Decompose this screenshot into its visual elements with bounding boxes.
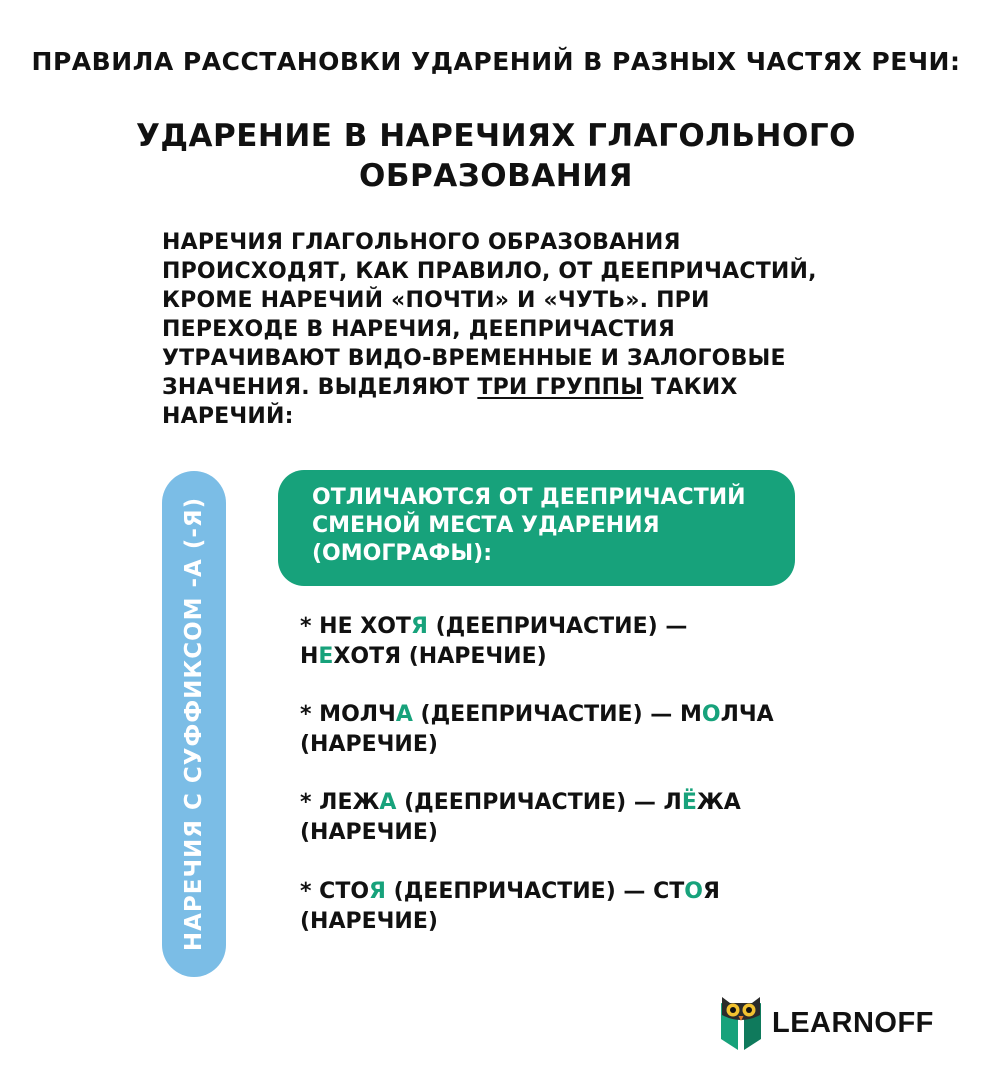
page-subtitle: ПРАВИЛА РАССТАНОВКИ УДАРЕНИЙ В РАЗНЫХ ЧАСТЯХ РЕЧИ: — [31, 47, 961, 76]
word: Л — [663, 790, 682, 815]
word: Я — [702, 879, 720, 904]
example-item — [300, 700, 780, 760]
intro-underlined: ТРИ ГРУППЫ — [477, 375, 644, 400]
word-type: (НАРЕЧИЕ) — [300, 909, 438, 934]
intro-paragraph — [162, 228, 822, 431]
side-label: НАРЕЧИЯ С СУФФИКСОМ -А (-Я) — [181, 496, 207, 952]
stressed-letter: Я — [369, 879, 386, 904]
stressed-letter: О — [684, 879, 703, 904]
word-type: (НАРЕЧИЕ) — [401, 644, 547, 669]
example-item — [300, 877, 780, 937]
word-type: (НАРЕЧИЕ) — [300, 732, 438, 757]
example-item — [300, 612, 780, 672]
bullet: * — [300, 702, 320, 727]
word-type: (ДЕЕПРИЧАСТИЕ) — — [385, 879, 654, 904]
word: МОЛЧ — [319, 702, 396, 727]
stressed-letter: О — [701, 702, 721, 727]
stressed-letter: А — [379, 790, 397, 815]
word: СТ — [653, 879, 685, 904]
learnoff-logo[interactable] — [718, 995, 958, 1051]
word: СТО — [319, 879, 370, 904]
word: ЛЧА — [720, 702, 774, 727]
word: М — [679, 702, 702, 727]
bullet: * — [300, 614, 320, 639]
word-type: (ДЕЕПРИЧАСТИЕ) — — [396, 790, 664, 815]
stressed-letter: Я — [410, 614, 428, 639]
stressed-letter: А — [395, 702, 413, 727]
side-label-pill — [162, 471, 226, 977]
word-type: (ДЕЕПРИЧАСТИЕ) — — [412, 702, 680, 727]
group-heading: ОТЛИЧАЮТСЯ ОТ ДЕЕПРИЧАСТИЙ СМЕНОЙ МЕСТА УДАРЕНИЯ (ОМОГРАФЫ): — [312, 485, 746, 566]
word: ЖА — [696, 790, 741, 815]
word: Н — [300, 644, 319, 669]
word-type: (ДЕЕПРИЧАСТИЕ) — — [427, 614, 688, 639]
bullet: * — [300, 879, 320, 904]
logo-text: LEARNOFF — [772, 1007, 934, 1039]
stressed-letter: Ё — [681, 790, 697, 815]
page-title: УДАРЕНИЕ В НАРЕЧИЯХ ГЛАГОЛЬНОГО ОБРАЗОВАНИЯ — [136, 118, 856, 194]
word: ХОТЯ — [333, 644, 402, 669]
intro-text-end: ТАКИХ НАРЕЧИЙ: — [162, 375, 738, 429]
example-item — [300, 788, 780, 848]
stressed-letter: Е — [318, 644, 334, 669]
word: ЛЕЖ — [319, 790, 380, 815]
word-type: (НАРЕЧИЕ) — [300, 820, 438, 845]
intro-text: НАРЕЧИЯ ГЛАГОЛЬНОГО ОБРАЗОВАНИЯ ПРОИСХОДЯТ, КАК ПРАВИЛО, ОТ ДЕЕПРИЧАСТИЙ, КРОМЕ НАРЕЧИЙ «ПОЧТИ» И «ЧУТЬ». ПРИ ПЕРЕХОДЕ В НАРЕЧИЯ, ДЕЕПРИЧАСТИЯ УТРАЧИВАЮТ ВИДО-ВРЕМЕННЫЕ И ЗАЛОГОВЫЕ ЗНАЧЕНИЯ. ВЫДЕЛЯЮТ — [162, 230, 817, 400]
group-heading-box — [278, 470, 795, 586]
word: НЕ ХОТ — [319, 614, 411, 639]
bullet: * — [300, 790, 320, 815]
owl-icon — [718, 995, 764, 1051]
